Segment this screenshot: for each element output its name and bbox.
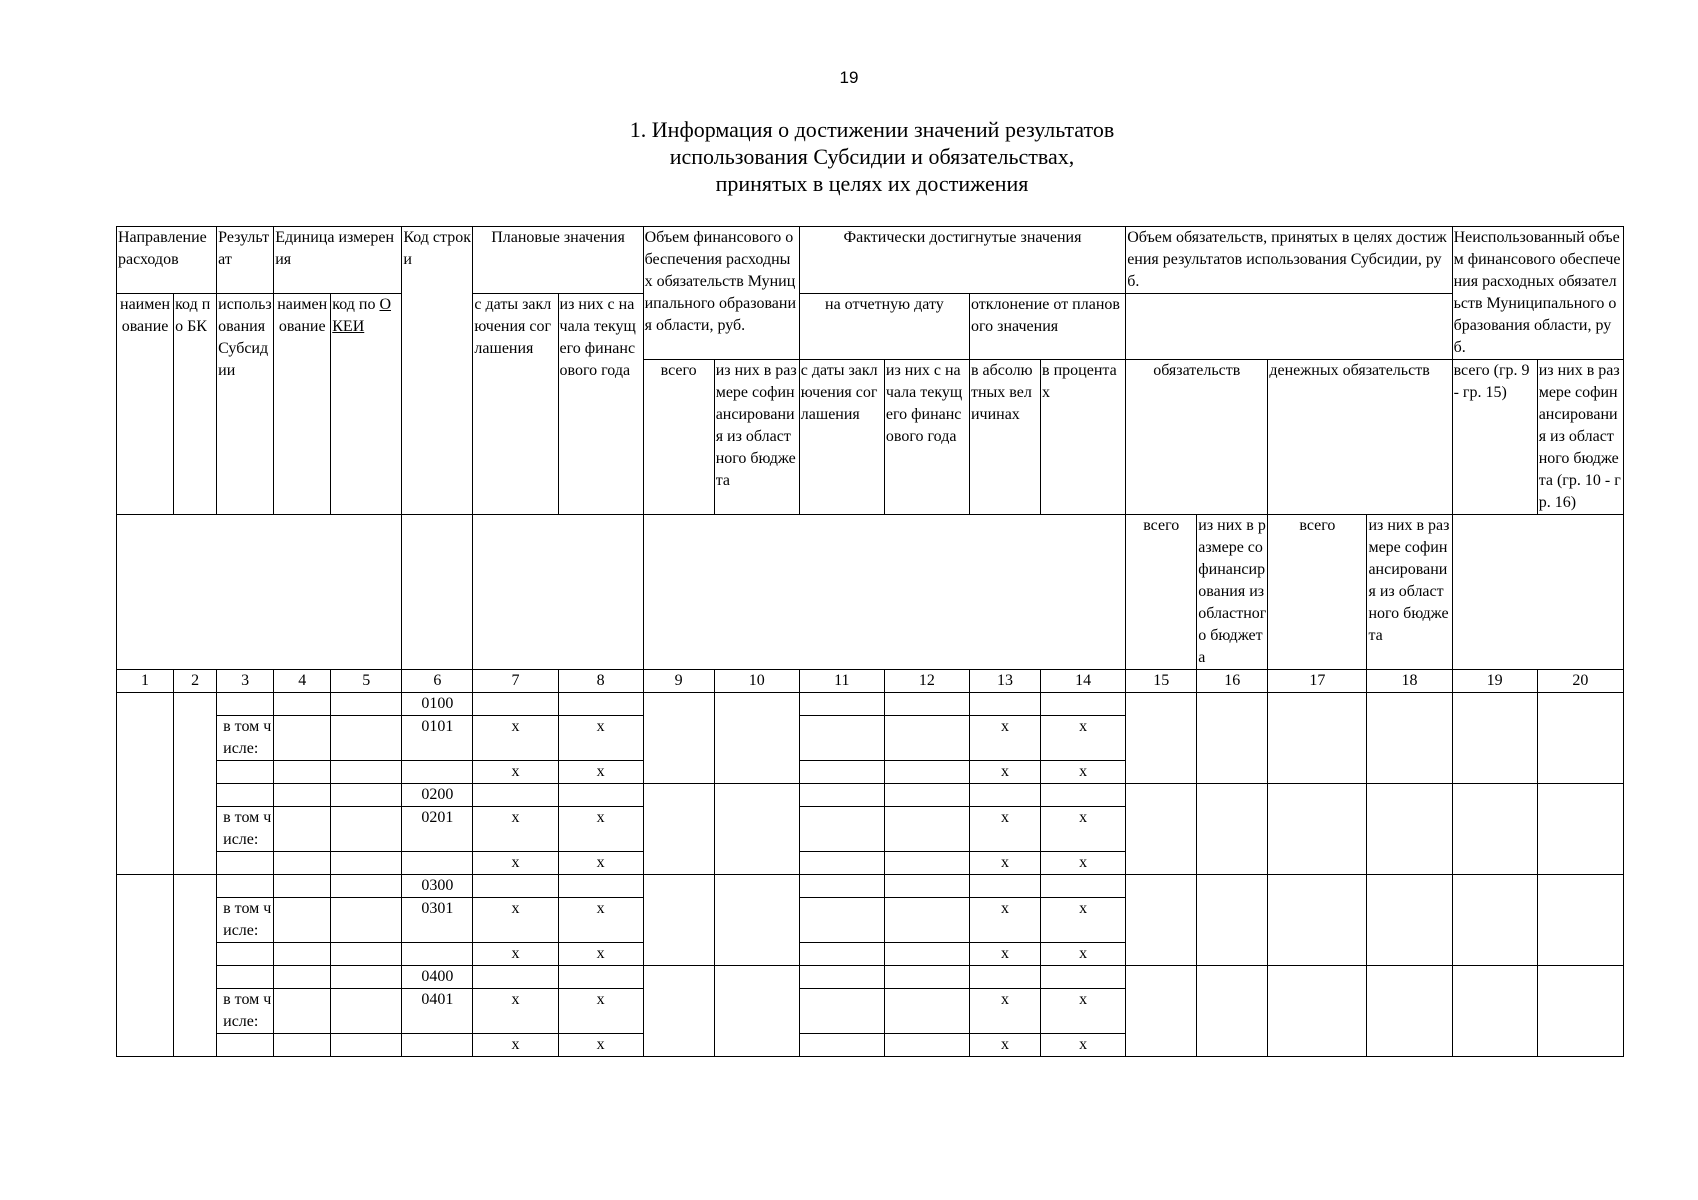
header-spacer: [117, 515, 402, 670]
col-num: 6: [402, 670, 473, 693]
cell-x: x: [558, 898, 643, 943]
header-v-proc: в процентах: [1041, 360, 1126, 515]
cell-x: x: [969, 761, 1040, 784]
header-spacer-19-20: [1452, 515, 1623, 670]
v-tom-chisle: в том числе:: [217, 989, 274, 1034]
header-iz-nih-16: из них в размере софинансирования из областного бюджета: [1197, 515, 1268, 670]
col-num: 11: [799, 670, 884, 693]
header-otklonenie: отклонение от планового значения: [969, 294, 1125, 360]
cell-x: x: [473, 761, 558, 784]
cell-11[interactable]: [799, 761, 884, 784]
cell-10[interactable]: [714, 693, 799, 784]
cell-16[interactable]: [1197, 693, 1268, 784]
col-num: 12: [884, 670, 969, 693]
cell-17[interactable]: [1268, 784, 1367, 875]
cell-19[interactable]: [1452, 966, 1537, 1057]
cell-napr-naim[interactable]: [117, 875, 174, 1057]
cell-x: x: [558, 943, 643, 966]
header-obem-obyaz-sub: [1126, 294, 1452, 360]
title-line-3: принятых в целях их достижения: [715, 171, 1029, 196]
header-fakt: Фактически достигнутые значения: [799, 227, 1125, 294]
cell-12[interactable]: [884, 852, 969, 875]
header-fakt-s-daty: с даты заключения соглашения: [799, 360, 884, 515]
page-number: 19: [839, 68, 859, 87]
cell-okei[interactable]: [331, 943, 402, 966]
header-edinica-naim: наименование: [274, 294, 331, 515]
v-tom-chisle: в том числе:: [217, 716, 274, 761]
document-title: [0, 116, 1698, 197]
cell-8[interactable]: [558, 966, 643, 989]
header-rezultat: Результат: [217, 227, 274, 294]
header-rezultat-sub: использования Субсидии: [217, 294, 274, 515]
header-edinica: Единица измерения: [274, 227, 402, 294]
cell-ed-naim[interactable]: [274, 875, 331, 898]
header-kod-stroki: Код строки: [402, 227, 473, 515]
cell-okei[interactable]: [331, 898, 402, 943]
cell-x: x: [558, 1034, 643, 1057]
cell-9[interactable]: [643, 784, 714, 875]
cell-x: x: [473, 1034, 558, 1057]
cell-19[interactable]: [1452, 875, 1537, 966]
cell-x: x: [1041, 807, 1126, 852]
cell-16[interactable]: [1197, 966, 1268, 1057]
cell-x: x: [1041, 943, 1126, 966]
cell-11[interactable]: [799, 1034, 884, 1057]
cell-13[interactable]: [969, 784, 1040, 807]
cell-x: x: [473, 898, 558, 943]
v-tom-chisle: в том числе:: [217, 898, 274, 943]
cell-13[interactable]: [969, 693, 1040, 716]
header-iz-nih-20: из них в размере софинансирования из областного бюджета (гр. 10 - гр. 16): [1537, 360, 1623, 515]
cell-ed-naim[interactable]: [274, 943, 331, 966]
header-iz-nih-10: из них в размере софинансирования из областного бюджета: [714, 360, 799, 515]
cell-20[interactable]: [1537, 693, 1623, 784]
cell-10[interactable]: [714, 784, 799, 875]
cell-ed-naim[interactable]: [274, 761, 331, 784]
cell-ed-naim[interactable]: [274, 693, 331, 716]
cell-x: x: [969, 898, 1040, 943]
cell-okei[interactable]: [331, 875, 402, 898]
header-spacer-9-14: [643, 515, 1126, 670]
cell-x: x: [969, 852, 1040, 875]
cell-ed-naim[interactable]: [274, 966, 331, 989]
header-vsego-19: всего (гр. 9 - гр. 15): [1452, 360, 1537, 515]
cell-kod-bk[interactable]: [174, 875, 217, 1057]
cell-7[interactable]: [473, 784, 558, 807]
cell-18[interactable]: [1367, 966, 1452, 1057]
header-napravlenie: Направление расходов: [117, 227, 217, 294]
cell-11[interactable]: [799, 943, 884, 966]
cell-14[interactable]: [1041, 784, 1126, 807]
cell-x: x: [969, 716, 1040, 761]
col-num: 3: [217, 670, 274, 693]
cell-11[interactable]: [799, 852, 884, 875]
cell-12[interactable]: [884, 1034, 969, 1057]
cell-okei[interactable]: [331, 761, 402, 784]
row-code: 0200: [402, 784, 473, 807]
cell-x: x: [969, 1034, 1040, 1057]
col-num: 19: [1452, 670, 1537, 693]
col-num: 17: [1268, 670, 1367, 693]
cell-ed-naim[interactable]: [274, 1034, 331, 1057]
cell-9[interactable]: [643, 693, 714, 784]
header-v-abs: в абсолютных величинах: [969, 360, 1040, 515]
cell-x: x: [473, 943, 558, 966]
cell-x: x: [969, 989, 1040, 1034]
col-num: 2: [174, 670, 217, 693]
cell-okei[interactable]: [331, 966, 402, 989]
row-code: 0401: [402, 989, 473, 1034]
header-kod-bk: код по БК: [174, 294, 217, 515]
cell-x: x: [473, 989, 558, 1034]
cell-x: x: [473, 852, 558, 875]
cell-12[interactable]: [884, 784, 969, 807]
cell-20[interactable]: [1537, 875, 1623, 966]
cell-rezultat[interactable]: [217, 875, 274, 898]
header-okei-prefix: код по: [332, 296, 380, 313]
cell-14[interactable]: [1041, 966, 1126, 989]
cell-napr-naim[interactable]: [117, 693, 174, 875]
col-num: 16: [1197, 670, 1268, 693]
cell-18[interactable]: [1367, 693, 1452, 784]
cell-17[interactable]: [1268, 875, 1367, 966]
cell-20[interactable]: [1537, 784, 1623, 875]
header-plan: Плановые значения: [473, 227, 643, 294]
cell-11[interactable]: [799, 966, 884, 989]
cell-x: x: [558, 761, 643, 784]
cell-10[interactable]: [714, 875, 799, 966]
cell-11[interactable]: [799, 716, 884, 761]
cell-20[interactable]: [1537, 966, 1623, 1057]
cell-x: x: [1041, 898, 1126, 943]
cell-11[interactable]: [799, 807, 884, 852]
cell-17[interactable]: [1268, 693, 1367, 784]
col-num: 1: [117, 670, 174, 693]
cell-x: x: [558, 807, 643, 852]
row-code: 0400: [402, 966, 473, 989]
cell-15[interactable]: [1126, 875, 1197, 966]
cell-rezultat[interactable]: [217, 784, 274, 807]
cell-12[interactable]: [884, 761, 969, 784]
col-num: 7: [473, 670, 558, 693]
cell-x: x: [473, 807, 558, 852]
cell-7[interactable]: [473, 875, 558, 898]
row-code: 0300: [402, 875, 473, 898]
cell-19[interactable]: [1452, 784, 1537, 875]
header-vsego-9: всего: [643, 360, 714, 515]
cell-x: x: [558, 852, 643, 875]
cell-x: x: [1041, 716, 1126, 761]
header-plan-iz-nih: из них с начала текущего финансового года: [558, 294, 643, 515]
header-fakt-iz-nih: из них с начала текущего финансового года: [884, 360, 969, 515]
cell-rezultat[interactable]: [217, 943, 274, 966]
cell-15[interactable]: [1126, 784, 1197, 875]
cell-x: x: [1041, 852, 1126, 875]
cell-okei[interactable]: [331, 852, 402, 875]
cell-okei[interactable]: [331, 693, 402, 716]
cell-12[interactable]: [884, 716, 969, 761]
col-num: 18: [1367, 670, 1452, 693]
cell-ed-naim[interactable]: [274, 852, 331, 875]
cell-11[interactable]: [799, 693, 884, 716]
cell-12[interactable]: [884, 989, 969, 1034]
col-num: 4: [274, 670, 331, 693]
col-num: 8: [558, 670, 643, 693]
cell-x: x: [558, 989, 643, 1034]
cell-7[interactable]: [473, 693, 558, 716]
cell-x: x: [969, 943, 1040, 966]
title-line-2: использования Субсидии и обязательствах,: [669, 144, 1075, 169]
row-code: 0201: [402, 807, 473, 852]
row-code-empty[interactable]: [402, 943, 473, 966]
cell-x: x: [473, 716, 558, 761]
cell-8[interactable]: [558, 693, 643, 716]
header-okei-link: ОКЕИ: [332, 296, 392, 335]
header-neisp: Неиспользованный объем финансового обеспечения расходных обязательств Муниципального образования области, руб.: [1452, 227, 1623, 360]
col-num: 9: [643, 670, 714, 693]
cell-rezultat[interactable]: [217, 1034, 274, 1057]
cell-x: x: [1041, 761, 1126, 784]
cell-12[interactable]: [884, 875, 969, 898]
cell-9[interactable]: [643, 966, 714, 1057]
cell-kod-bk[interactable]: [174, 693, 217, 875]
header-obyazatelstv: обязательств: [1126, 360, 1268, 515]
cell-rezultat[interactable]: [217, 693, 274, 716]
cell-ed-naim[interactable]: [274, 989, 331, 1034]
cell-okei[interactable]: [331, 1034, 402, 1057]
header-na-datu: на отчетную дату: [799, 294, 969, 360]
cell-12[interactable]: [884, 693, 969, 716]
v-tom-chisle: в том числе:: [217, 807, 274, 852]
cell-12[interactable]: [884, 966, 969, 989]
cell-14[interactable]: [1041, 875, 1126, 898]
cell-17[interactable]: [1268, 966, 1367, 1057]
col-num: 5: [331, 670, 402, 693]
cell-16[interactable]: [1197, 875, 1268, 966]
cell-ed-naim[interactable]: [274, 807, 331, 852]
cell-19[interactable]: [1452, 693, 1537, 784]
cell-x: x: [558, 716, 643, 761]
row-code: 0301: [402, 898, 473, 943]
header-plan-s-daty: с даты заключения соглашения: [473, 294, 558, 515]
cell-11[interactable]: [799, 784, 884, 807]
header-obem-obyaz: Объем обязательств, принятых в целях достижения результатов использования Субсидии, руб.: [1126, 227, 1452, 294]
header-iz-nih-18: из них в размере софинансирования из областного бюджета: [1367, 515, 1452, 670]
cell-x: x: [969, 807, 1040, 852]
cell-okei[interactable]: [331, 784, 402, 807]
cell-okei[interactable]: [331, 989, 402, 1034]
cell-15[interactable]: [1126, 693, 1197, 784]
cell-12[interactable]: [884, 898, 969, 943]
cell-11[interactable]: [799, 898, 884, 943]
cell-rezultat[interactable]: [217, 966, 274, 989]
header-den-obyaz: денежных обязательств: [1268, 360, 1452, 515]
cell-8[interactable]: [558, 784, 643, 807]
cell-ed-naim[interactable]: [274, 784, 331, 807]
cell-14[interactable]: [1041, 693, 1126, 716]
header-spacer-6: [402, 515, 473, 670]
cell-11[interactable]: [799, 989, 884, 1034]
col-num: 14: [1041, 670, 1126, 693]
cell-16[interactable]: [1197, 784, 1268, 875]
row-code: 0100: [402, 693, 473, 716]
cell-rezultat[interactable]: [217, 852, 274, 875]
row-code-empty[interactable]: [402, 1034, 473, 1057]
col-num: 13: [969, 670, 1040, 693]
cell-15[interactable]: [1126, 966, 1197, 1057]
cell-okei[interactable]: [331, 807, 402, 852]
header-obem-fin: Объем финансового обеспечения расходных обязательств Муниципального образования области, руб.: [643, 227, 799, 360]
cell-ed-naim[interactable]: [274, 898, 331, 943]
header-okei: [331, 294, 402, 515]
cell-ed-naim[interactable]: [274, 716, 331, 761]
cell-18[interactable]: [1367, 875, 1452, 966]
header-vsego-17: всего: [1268, 515, 1367, 670]
title-line-1: 1. Информация о достижении значений результатов: [629, 117, 1115, 142]
col-num: 15: [1126, 670, 1197, 693]
cell-10[interactable]: [714, 966, 799, 1057]
cell-11[interactable]: [799, 875, 884, 898]
row-code-empty[interactable]: [402, 761, 473, 784]
header-spacer-7-8: [473, 515, 643, 670]
cell-okei[interactable]: [331, 716, 402, 761]
col-num: 20: [1537, 670, 1623, 693]
row-code-empty[interactable]: [402, 852, 473, 875]
col-num: 10: [714, 670, 799, 693]
cell-12[interactable]: [884, 807, 969, 852]
cell-8[interactable]: [558, 875, 643, 898]
cell-x: x: [1041, 989, 1126, 1034]
cell-x: x: [1041, 1034, 1126, 1057]
cell-18[interactable]: [1367, 784, 1452, 875]
report-table: [116, 226, 1624, 1057]
header-naim: наименование: [117, 294, 174, 515]
cell-13[interactable]: [969, 966, 1040, 989]
cell-9[interactable]: [643, 875, 714, 966]
header-vsego-15: всего: [1126, 515, 1197, 670]
cell-7[interactable]: [473, 966, 558, 989]
cell-rezultat[interactable]: [217, 761, 274, 784]
cell-12[interactable]: [884, 943, 969, 966]
cell-13[interactable]: [969, 875, 1040, 898]
row-code: 0101: [402, 716, 473, 761]
